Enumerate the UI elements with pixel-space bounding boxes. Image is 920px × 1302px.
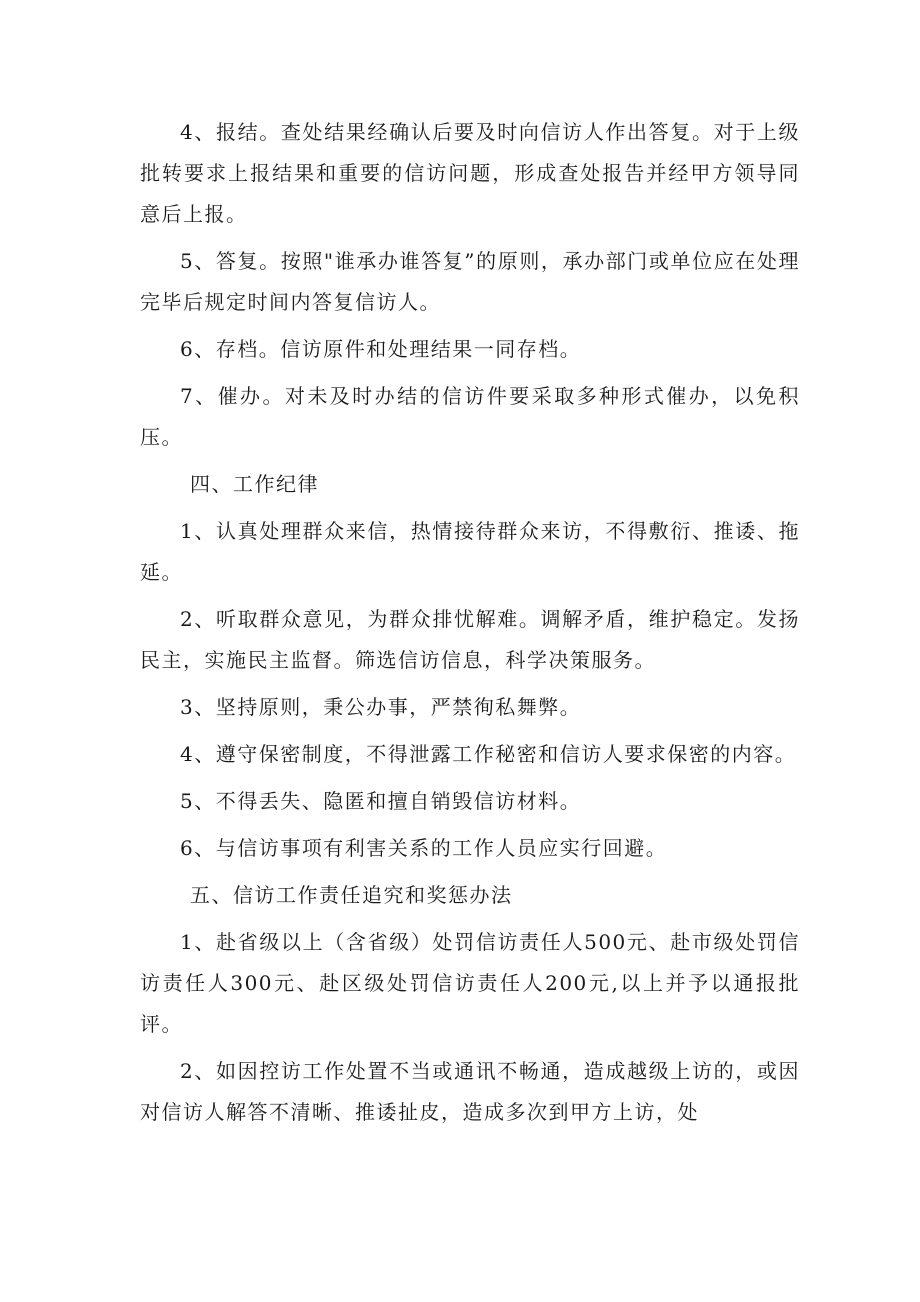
paragraph-discipline-1: 1、认真处理群众来信，热情接待群众来访，不得敷衍、推诿、拖延。 [140, 519, 800, 584]
section-heading-work-discipline: 四、工作纪律 [190, 472, 319, 496]
paragraph-discipline-4: 4、遵守保密制度，不得泄露工作秘密和信访人要求保密的内容。 [180, 742, 797, 766]
paragraph-discipline-6: 6、与信访事项有利害关系的工作人员应实行回避。 [180, 836, 668, 860]
paragraph-discipline-2: 2、听取群众意见，为群众排忧解难。调解矛盾，维护稳定。发扬民主，实施民主监督。筛选信访信息，科学决策服务。 [140, 607, 800, 672]
paragraph-archive: 6、存档。信访原件和处理结果一同存档。 [180, 337, 582, 361]
section-heading-accountability: 五、信访工作责任追究和奖惩办法 [190, 883, 513, 907]
paragraph-report-closure: 4、报结。查处结果经确认后要及时向信访人作出答复。对于上级批转要求上报结果和重要的信访问题，形成查处报告并经甲方领导同意后上报。 [140, 120, 800, 226]
document-page [140, 112, 800, 1133]
paragraph-accountability-2: 2、如因控访工作处置不当或通讯不畅通，造成越级上访的，或因对信访人解答不清晰、推诿扯皮，造成多次到甲方上访，处 [140, 1059, 800, 1124]
paragraph-discipline-3: 3、坚持原则，秉公办事，严禁徇私舞弊。 [180, 695, 582, 719]
paragraph-discipline-5: 5、不得丢失、隐匿和擅自销毁信访材料。 [180, 789, 582, 813]
paragraph-accountability-1: 1、赴省级以上（含省级）处罚信访责任人500元、赴市级处罚信访责任人300元、赴区级处罚信访责任人200元,以上并予以通报批评。 [140, 930, 800, 1036]
paragraph-reply: 5、答复。按照"谁承办谁答复”的原则，承办部门或单位应在处理完毕后规定时间内答复信访人。 [140, 249, 800, 314]
paragraph-urge: 7、催办。对未及时办结的信访件要采取多种形式催办，以免积压。 [140, 384, 800, 449]
